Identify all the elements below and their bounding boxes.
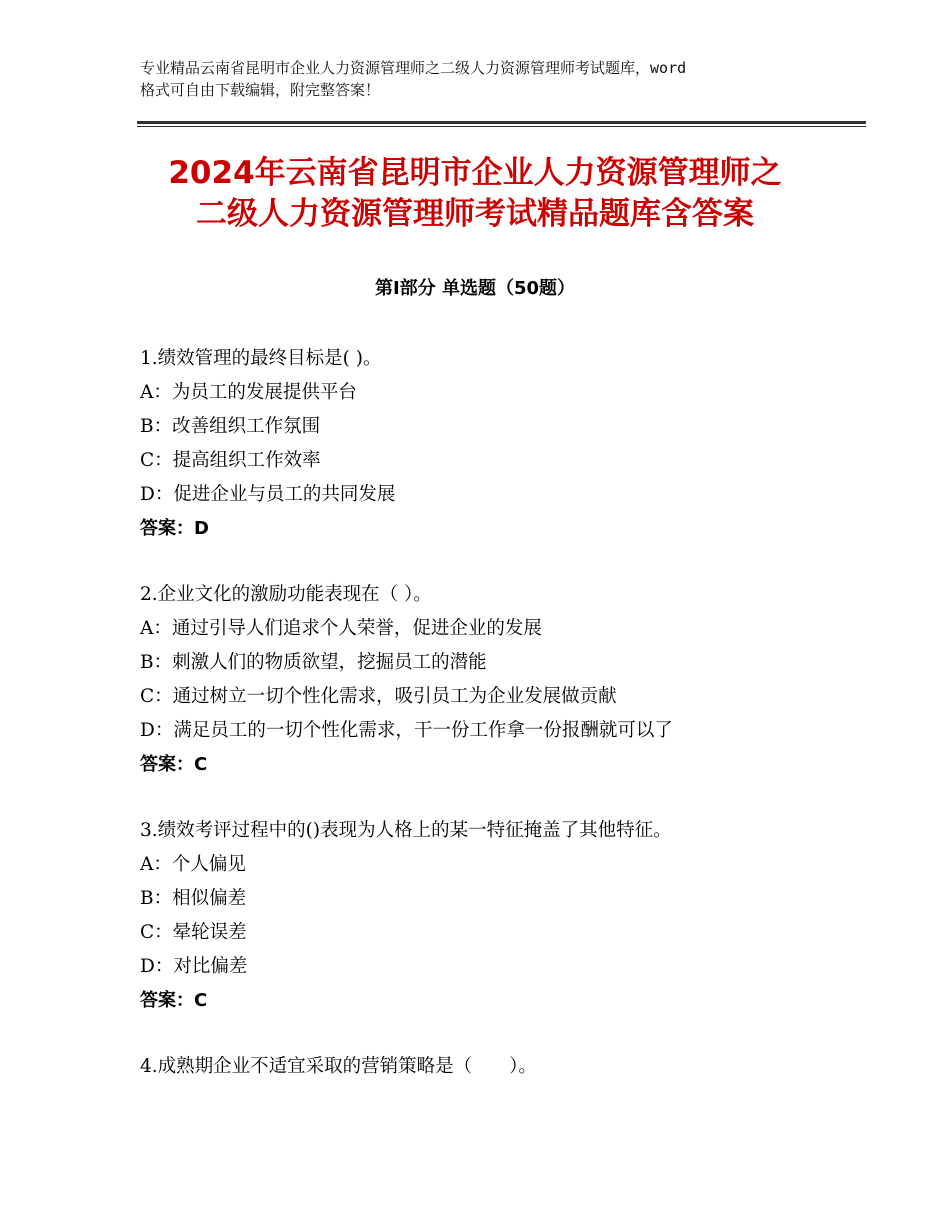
answer-label: 答案：C: [140, 754, 208, 775]
question-stem: 2.企业文化的激励功能表现在（ ）。: [140, 584, 432, 605]
option-d: D：对比偏差: [140, 956, 248, 977]
document-title: [100, 153, 850, 235]
option-a: A：为员工的发展提供平台: [140, 382, 357, 403]
header-note-line-1: 专业精品云南省昆明市企业人力资源管理师之二级人力资源管理师考试题库，word: [140, 59, 687, 77]
question-2: [140, 578, 840, 782]
question-1: [140, 342, 840, 546]
question-stem: 4.成熟期企业不适宜采取的营销策略是（ ）。: [140, 1056, 537, 1077]
header-divider-thin: [137, 126, 866, 127]
option-b: B：改善组织工作氛围: [140, 416, 321, 437]
option-a: A：个人偏见: [140, 854, 246, 875]
option-d: D：促进企业与员工的共同发展: [140, 484, 396, 505]
question-list: [140, 342, 840, 1116]
header-note-line-2: 格式可自由下载编辑，附完整答案！: [140, 81, 381, 99]
document-title-line-2: 二级人力资源管理师考试精品题库含答案: [196, 196, 754, 232]
answer-label: 答案：C: [140, 990, 208, 1011]
document-title-line-1: 2024年云南省昆明市企业人力资源管理师之: [168, 155, 782, 191]
answer-label: 答案：D: [140, 518, 209, 539]
option-d: D：满足员工的一切个性化需求，干一份工作拿一份报酬就可以了: [140, 720, 673, 741]
header-divider-thick: [137, 121, 866, 124]
question-stem: 1.绩效管理的最终目标是( )。: [140, 348, 382, 369]
option-c: C：提高组织工作效率: [140, 450, 321, 471]
option-a: A：通过引导人们追求个人荣誉，促进企业的发展: [140, 618, 542, 639]
question-3: [140, 814, 840, 1018]
question-4: [140, 1050, 840, 1084]
header-note: [140, 57, 830, 101]
option-c: C：通过树立一切个性化需求，吸引员工为企业发展做贡献: [140, 686, 617, 707]
option-c: C：晕轮误差: [140, 922, 247, 943]
option-b: B：相似偏差: [140, 888, 247, 909]
option-b: B：刺激人们的物质欲望，挖掘员工的潜能: [140, 652, 487, 673]
section-heading: 第Ⅰ部分 单选题（50题）: [374, 278, 575, 299]
question-stem: 3.绩效考评过程中的()表现为人格上的某一特征掩盖了其他特征。: [140, 820, 672, 841]
